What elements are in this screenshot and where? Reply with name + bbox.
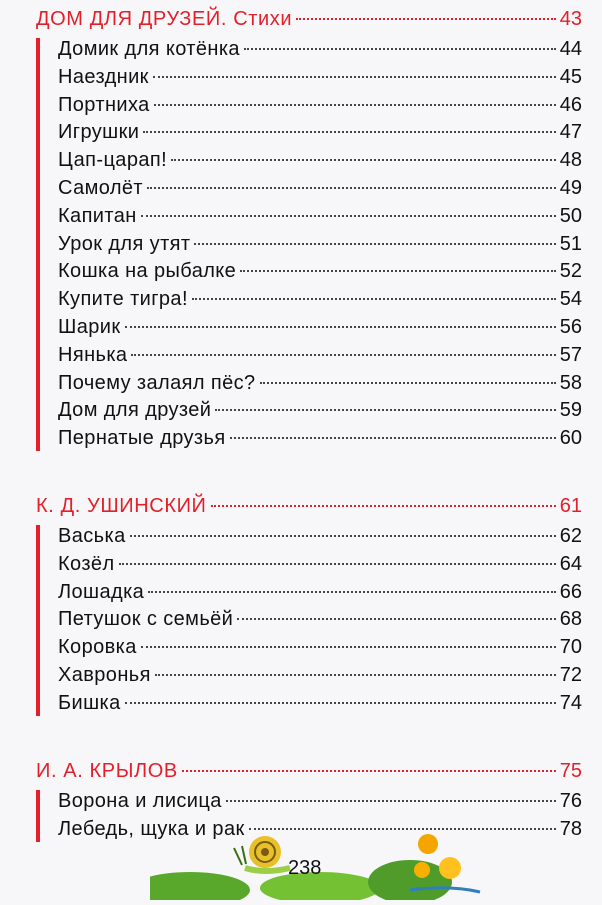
- toc-entry[interactable]: [58, 177, 582, 201]
- toc-entry-page: 78: [559, 817, 582, 840]
- dot-leader: [192, 298, 556, 300]
- toc-entry[interactable]: [58, 525, 582, 549]
- toc-entry-page: 62: [559, 525, 582, 547]
- dot-leader: [130, 535, 556, 537]
- dot-leader: [260, 382, 556, 384]
- dot-leader: [119, 563, 556, 565]
- dot-leader: [182, 770, 556, 772]
- toc-entry[interactable]: [58, 608, 582, 632]
- toc-entry-page: 60: [559, 427, 582, 450]
- section-heading-page: 61: [559, 495, 582, 517]
- toc-entry-page: 70: [559, 636, 582, 659]
- dot-leader: [194, 243, 555, 245]
- toc-entry-page: 50: [559, 204, 582, 227]
- toc-entry-title: Купите тигра!: [58, 288, 188, 311]
- toc-entry-title: Нянька: [58, 343, 128, 366]
- toc-entry-title: Цап-царап!: [58, 149, 168, 172]
- section-heading[interactable]: [36, 760, 582, 784]
- dot-leader: [147, 187, 556, 189]
- section-heading[interactable]: [36, 8, 582, 32]
- toc-entry-title: Лошадка: [58, 580, 145, 603]
- toc-entry-page: 64: [559, 552, 582, 575]
- toc-entry[interactable]: [58, 790, 582, 814]
- toc-entry[interactable]: [58, 692, 582, 716]
- dot-leader: [143, 131, 555, 133]
- toc-entry-title: Почему залаял пёс?: [58, 371, 256, 394]
- dot-leader: [125, 702, 556, 704]
- toc-entry[interactable]: [58, 553, 582, 577]
- dot-leader: [125, 326, 556, 328]
- toc-entry[interactable]: [58, 427, 582, 451]
- toc-entry-title: Бишка: [58, 691, 121, 714]
- toc-entry-title: Петушок с семьёй: [58, 608, 234, 631]
- toc-entry-page: 49: [559, 177, 582, 199]
- toc-entry-page: 66: [559, 580, 582, 603]
- toc-entry[interactable]: [58, 149, 582, 173]
- section-heading-page: 43: [559, 8, 582, 30]
- section-heading-page: 75: [559, 760, 582, 782]
- section-accent-bar: [36, 38, 40, 451]
- footer-illustration: [150, 830, 542, 900]
- toc-entry-page: 51: [559, 232, 582, 255]
- leaves-and-snail-illustration: [150, 830, 542, 900]
- toc-entry[interactable]: [58, 664, 582, 688]
- toc-entry-page: 72: [559, 664, 582, 686]
- dot-leader: [296, 18, 556, 20]
- toc-entry[interactable]: [58, 288, 582, 312]
- toc-entry-title: Пернатые друзья: [58, 427, 226, 450]
- toc-entry-page: 74: [559, 691, 582, 714]
- toc-entry[interactable]: [58, 205, 582, 229]
- toc-entry[interactable]: [58, 581, 582, 605]
- toc-entry-title: Хавронья: [58, 664, 151, 686]
- toc-entry-title: Дом для друзей: [58, 399, 212, 422]
- toc-entry-title: Коровка: [58, 636, 137, 659]
- toc-entry-page: 52: [559, 260, 582, 283]
- toc-entry-title: Ворона и лисица: [58, 790, 222, 812]
- toc-entry[interactable]: [58, 38, 582, 62]
- section-heading-title: И. А. КРЫЛОВ: [36, 760, 178, 782]
- dot-leader: [171, 159, 556, 161]
- toc-entry[interactable]: [58, 66, 582, 90]
- toc-entry-title: Капитан: [58, 204, 137, 227]
- dot-leader: [154, 104, 556, 106]
- toc-entry-title: Шарик: [58, 316, 121, 338]
- snail-icon: [234, 836, 290, 871]
- section-accent-bar: [36, 790, 40, 842]
- dot-leader: [226, 800, 556, 802]
- toc-entry-title: Самолёт: [58, 177, 143, 199]
- toc-entry-page: 46: [559, 93, 582, 116]
- section-heading[interactable]: [36, 495, 582, 519]
- toc-entry-title: Портниха: [58, 93, 150, 116]
- toc-entry-page: 57: [559, 343, 582, 366]
- toc-entry-title: Домик для котёнка: [58, 38, 240, 60]
- toc-entry[interactable]: [58, 372, 582, 396]
- dot-leader: [240, 270, 556, 272]
- toc-entry-title: Кошка на рыбалке: [58, 260, 237, 283]
- section-heading-title: К. Д. УШИНСКИЙ: [36, 495, 207, 517]
- toc-entry[interactable]: [58, 316, 582, 340]
- toc-entry-title: Васька: [58, 525, 126, 547]
- toc-entry-page: 68: [559, 608, 582, 631]
- dot-leader: [155, 674, 556, 676]
- page-number: 238: [288, 857, 322, 879]
- dot-leader: [153, 76, 556, 78]
- toc-entry-page: 54: [559, 288, 582, 311]
- toc-entry-page: 59: [559, 399, 582, 422]
- toc-entry-page: 45: [559, 65, 582, 88]
- dot-leader: [148, 591, 556, 593]
- dot-leader: [211, 505, 556, 507]
- dot-leader: [141, 215, 556, 217]
- toc-entry-page: 58: [559, 371, 582, 394]
- toc-entry-page: 47: [559, 121, 582, 144]
- toc-entry[interactable]: [58, 121, 582, 145]
- toc-entry[interactable]: [58, 344, 582, 368]
- dot-leader: [215, 409, 555, 411]
- toc-entry-title: Игрушки: [58, 121, 140, 144]
- toc-entry-title: Козёл: [58, 552, 115, 575]
- toc-entry[interactable]: [58, 636, 582, 660]
- toc-entry[interactable]: [58, 260, 582, 284]
- dot-leader: [237, 618, 556, 620]
- leaf-left: [150, 872, 250, 900]
- toc-entry-page: 56: [559, 316, 582, 338]
- toc-entry-title: Наездник: [58, 65, 149, 88]
- section-heading-title: ДОМ ДЛЯ ДРУЗЕЙ. Стихи: [36, 8, 293, 30]
- toc-entry-page: 44: [559, 38, 582, 60]
- dot-leader: [230, 437, 556, 439]
- toc-entry-title: Урок для утят: [58, 232, 191, 255]
- section-accent-bar: [36, 525, 40, 716]
- toc-entry[interactable]: [58, 233, 582, 257]
- dot-leader: [131, 354, 555, 356]
- toc-entry-title: Лебедь, щука и рак: [58, 817, 245, 840]
- toc-entry-page: 48: [559, 149, 582, 172]
- dot-leader: [141, 646, 556, 648]
- toc-entry-page: 76: [559, 790, 582, 812]
- toc-entry[interactable]: [58, 94, 582, 118]
- dot-leader: [244, 48, 556, 50]
- toc-entry[interactable]: [58, 399, 582, 423]
